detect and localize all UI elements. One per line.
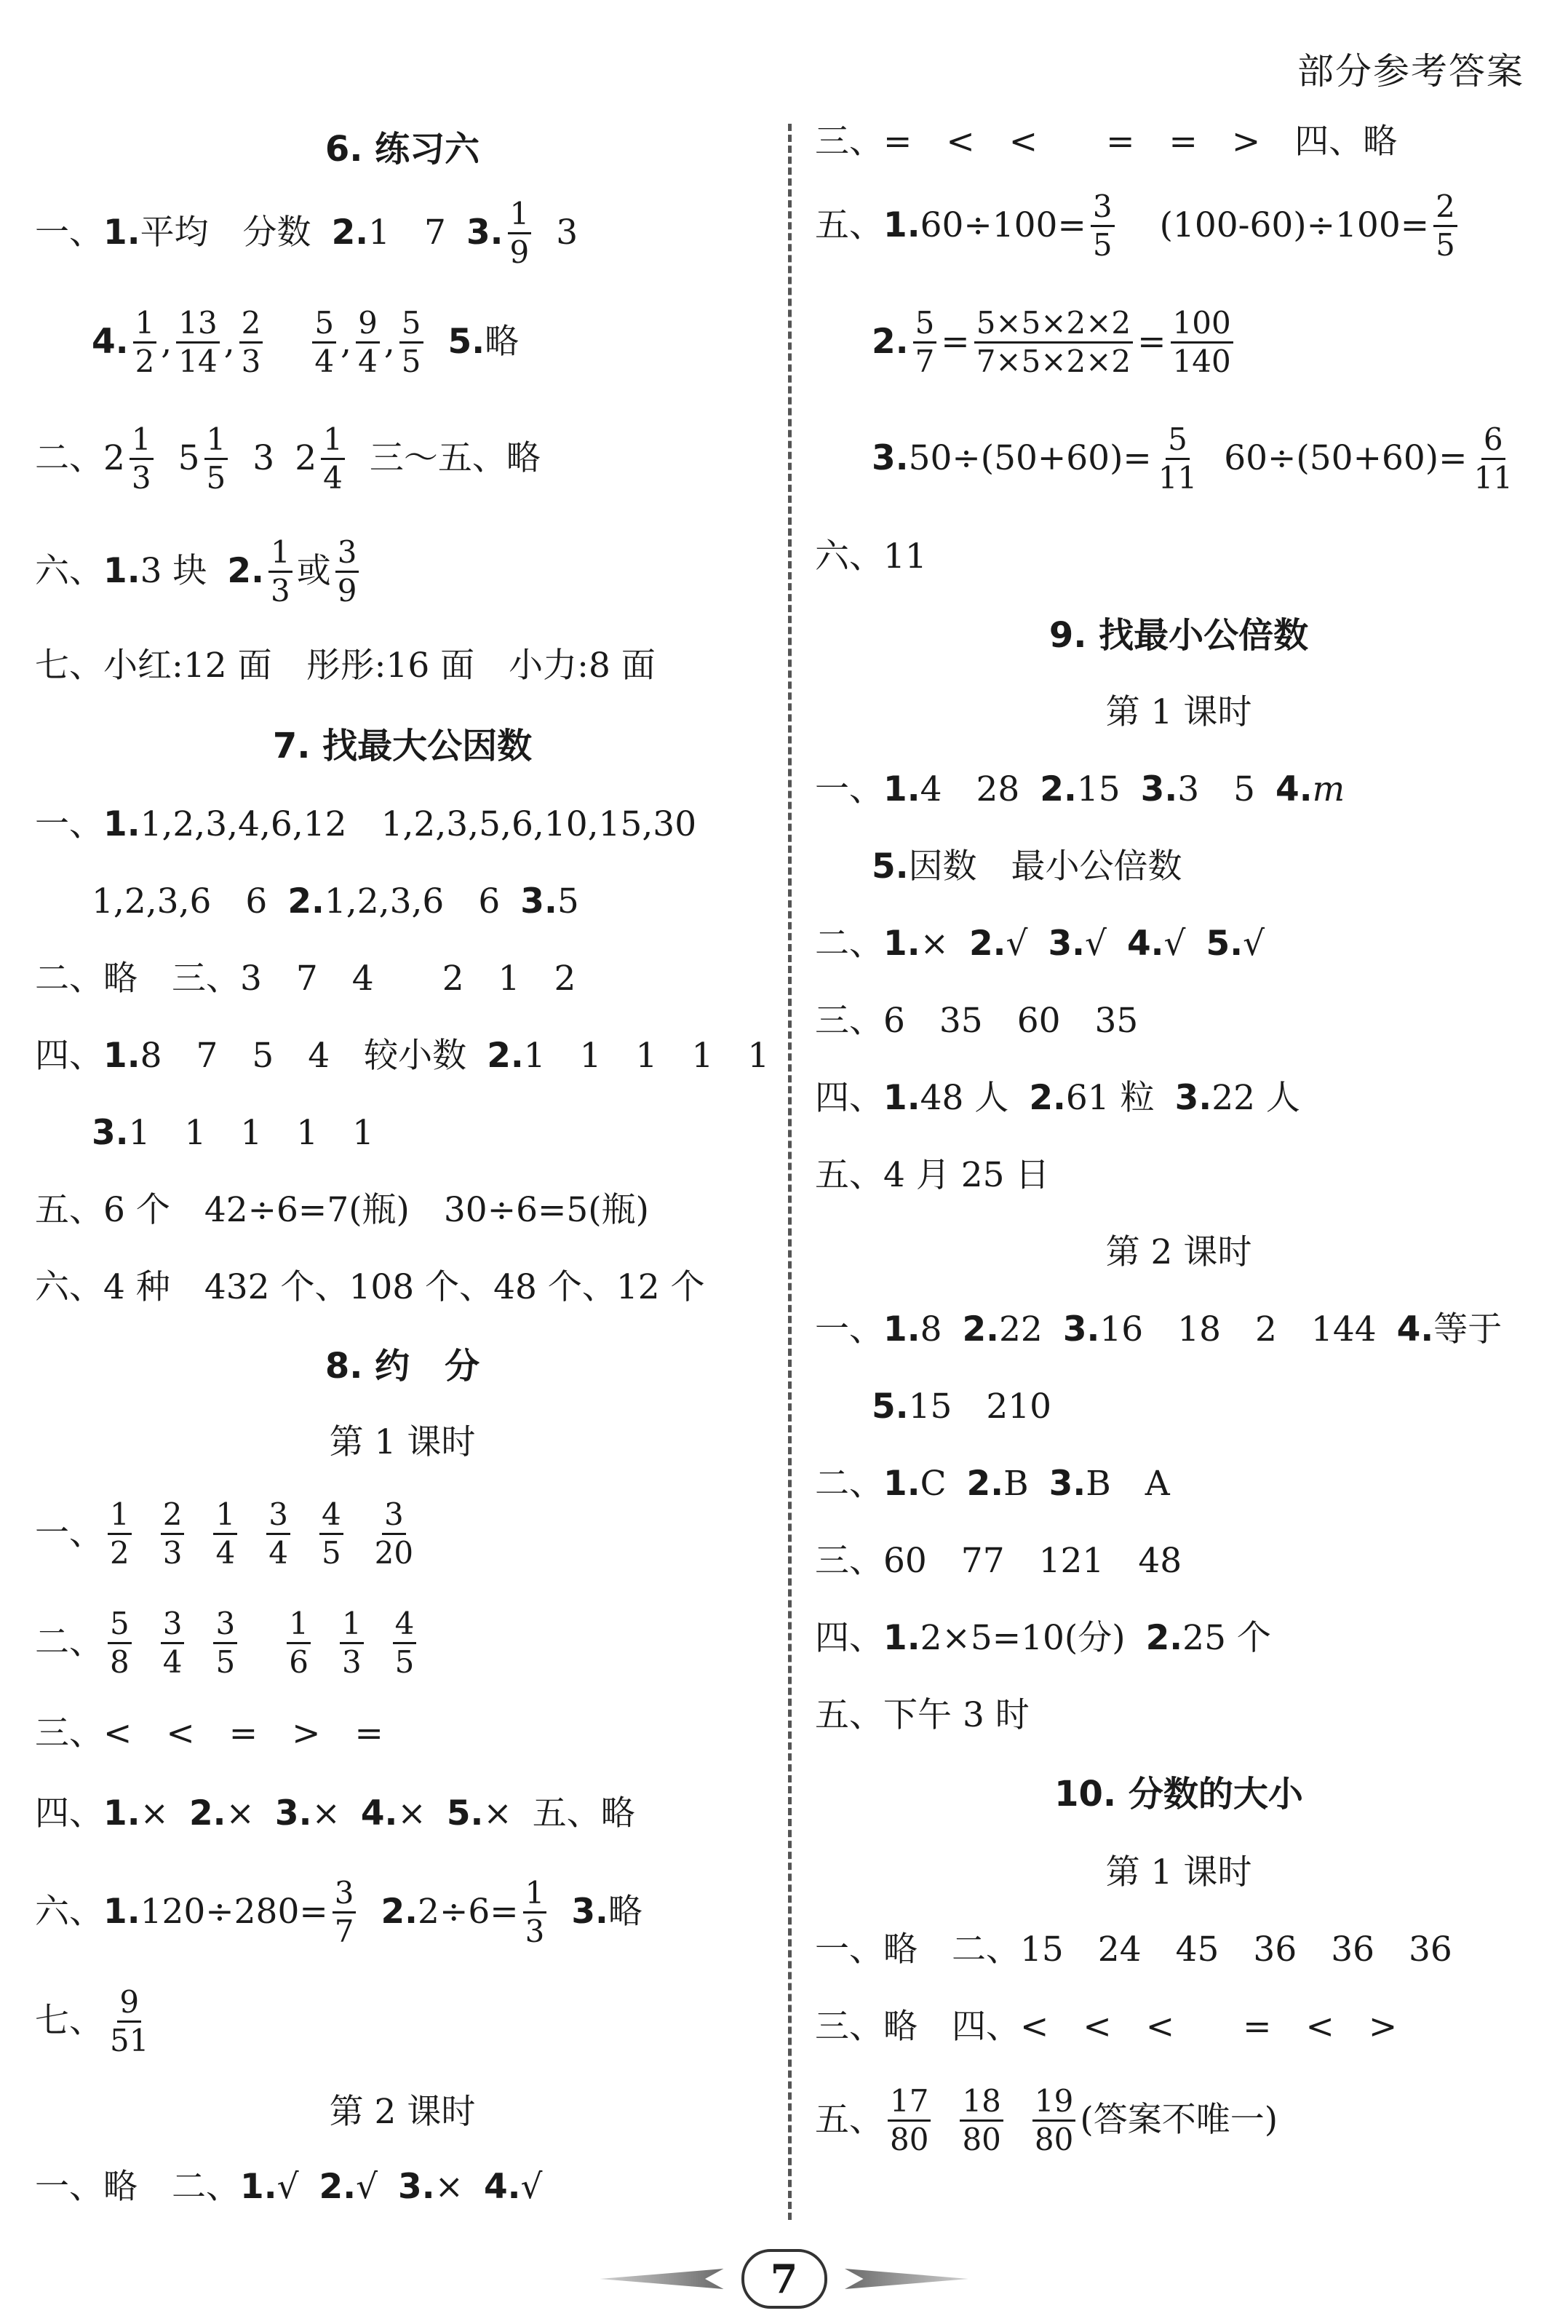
answer-text: 五、 — [815, 2100, 883, 2141]
fraction: $\frac{3}{7}$ — [333, 1878, 357, 1947]
fraction: $\frac{18}{80}$ — [960, 2086, 1003, 2155]
item-number: 5. — [872, 846, 909, 887]
item-number: 3. — [872, 438, 909, 479]
answer-text: 七、 — [35, 2001, 103, 2042]
answer-text: √ — [520, 2167, 543, 2208]
answer-text: 3 5 — [1177, 769, 1256, 810]
answer-text: × — [920, 924, 949, 964]
answer-line — [35, 1018, 770, 1095]
fraction: $\frac{1}{9}$ — [508, 199, 532, 268]
section-title: 10. 分数的大小 — [1054, 1773, 1303, 1815]
fraction: $\frac{4}{5}$ — [393, 1609, 417, 1678]
item-number: 3. — [274, 1793, 312, 1834]
answer-text: C — [920, 1464, 947, 1504]
fraction: $\frac{3}{9}$ — [335, 537, 359, 606]
answer-text: 60÷100= — [920, 205, 1086, 246]
item-number: 4. — [360, 1793, 398, 1834]
answer-text: × — [226, 1793, 255, 1834]
item-number: 5. — [446, 1793, 484, 1834]
item-number: 2. — [968, 924, 1006, 964]
answer-text: × — [397, 1793, 426, 1834]
answer-text: 50÷(50+60)= — [908, 438, 1152, 479]
answer-text: √ — [1085, 924, 1107, 964]
item-number: 1. — [883, 1464, 920, 1504]
answer-line: 二、略 三、3 7 4 2 1 2 — [35, 959, 576, 999]
answer-text: 二、 — [35, 438, 103, 479]
answer-text: 2×5=10(分) — [920, 1618, 1126, 1659]
answer-line: 七、小红:12 面 彤彤:16 面 小力:8 面 — [35, 646, 656, 686]
answer-text: 四、 — [35, 1036, 103, 1076]
item-number: 3. — [1174, 1078, 1212, 1119]
item-number: 5. — [872, 1387, 909, 1427]
column-divider — [788, 124, 792, 2220]
lesson-subtitle: 第 2 课时 — [1105, 1232, 1252, 1273]
answer-line: 六、4 种 432 个、108 个、48 个、12 个 — [35, 1267, 705, 1308]
fraction: $\frac{13}{14}$ — [176, 308, 219, 377]
item-number: 1. — [883, 1618, 920, 1659]
answer-text: 二、 — [815, 1464, 883, 1504]
item-number: 2. — [188, 1793, 226, 1834]
whole-number: 2 — [103, 438, 125, 479]
item-number: 1. — [103, 551, 140, 592]
answer-line — [35, 1479, 770, 1588]
answer-text: 1,2,3,6 6 — [324, 881, 501, 922]
answer-line — [35, 182, 770, 284]
item-number: 1. — [883, 1309, 920, 1350]
answer-text: 3 — [556, 213, 578, 253]
fraction: $\frac{5}{8}$ — [108, 1609, 132, 1678]
answer-line — [35, 400, 770, 517]
answer-text: √ — [1163, 924, 1186, 964]
fraction: $\frac{4}{5}$ — [319, 1499, 343, 1568]
fraction: $\frac{19}{80}$ — [1032, 2086, 1075, 2155]
item-number: 3. — [1048, 924, 1086, 964]
fraction: $\frac{3}{5}$ — [213, 1609, 237, 1678]
fraction: $\frac{9}{4}$ — [356, 308, 380, 377]
item-number: 3. — [571, 1892, 608, 1932]
item-number: 2. — [227, 551, 264, 592]
lesson-subtitle: 第 1 课时 — [1105, 1852, 1252, 1893]
item-number: 3. — [398, 2167, 435, 2208]
fraction: $\frac{1}{3}$ — [268, 537, 292, 606]
answer-line — [815, 284, 1543, 400]
footer-ornament-left — [600, 2269, 724, 2289]
fraction: $\frac{1}{2}$ — [108, 1499, 132, 1568]
answer-line — [815, 751, 1543, 828]
answer-text: 5 — [557, 881, 579, 922]
answer-text: 平均 分数 — [140, 213, 311, 253]
fraction: $\frac{3}{4}$ — [161, 1609, 185, 1678]
answer-text: 61 粒 — [1065, 1078, 1155, 1119]
item-number: 2. — [487, 1036, 524, 1076]
answer-text: 一、 — [35, 213, 103, 253]
answer-text: 1 1 1 1 1 — [128, 1113, 375, 1154]
item-number: 1. — [883, 205, 920, 246]
answer-text: 三～五、略 — [369, 438, 541, 479]
answer-text: 一、 — [35, 1513, 103, 1554]
fraction: $\frac{2}{5}$ — [1433, 191, 1457, 261]
answer-text: 因数 最小公倍数 — [908, 846, 1182, 887]
item-number: 1. — [103, 213, 140, 253]
fraction: $\frac{5}{4}$ — [312, 308, 336, 377]
item-number: 2. — [319, 2167, 357, 2208]
page-header: 部分参考答案 — [1297, 50, 1524, 92]
fraction: $\frac{3}{5}$ — [1091, 191, 1115, 261]
item-number: 5. — [1206, 924, 1243, 964]
answer-line — [815, 1060, 1543, 1137]
answer-line — [815, 1445, 1543, 1523]
section-title: 6. 练习六 — [325, 128, 480, 170]
answer-line — [815, 1600, 1543, 1677]
answer-text: (答案不唯一) — [1080, 2100, 1278, 2141]
answer-line: 三、< < = > = — [35, 1713, 383, 1754]
answer-text: × — [434, 2167, 463, 2208]
answer-line — [35, 786, 770, 863]
answer-text: √ — [1006, 924, 1028, 964]
item-number: 4. — [1396, 1309, 1434, 1350]
fraction: $\frac{1}{2}$ — [133, 308, 157, 377]
answer-line — [35, 863, 770, 940]
answer-line — [35, 517, 770, 626]
left-column — [35, 116, 770, 2226]
fraction: $\frac{6}{11}$ — [1473, 421, 1513, 496]
answer-text: 略 — [485, 322, 520, 362]
fraction: $\frac{1}{4}$ — [321, 424, 345, 493]
item-number: 2. — [1040, 769, 1077, 810]
fraction: $\frac{5\times 5\times 2\times 2}{7\times 5\times 2\times 2}$ — [974, 308, 1133, 377]
answer-line: 三、= < < = = > 四、略 — [815, 122, 1398, 162]
answer-line — [35, 2149, 770, 2226]
answer-text: × — [311, 1793, 341, 1834]
answer-line: 五、4 月 25 日 — [815, 1155, 1050, 1196]
right-column — [815, 116, 1543, 2175]
fraction: $\frac{1}{3}$ — [130, 424, 154, 493]
answer-text: × — [140, 1793, 169, 1834]
answer-text: 25 个 — [1182, 1618, 1271, 1659]
answer-text: 或 — [296, 551, 331, 592]
answer-text: 一、 — [815, 1309, 883, 1350]
answer-text: 3 块 — [140, 551, 207, 592]
fraction: $\frac{2}{3}$ — [239, 308, 263, 377]
answer-text: 22 — [999, 1309, 1043, 1350]
item-number: 2. — [1145, 1618, 1183, 1659]
answer-text: 48 人 — [920, 1078, 1009, 1119]
answer-line — [815, 2066, 1543, 2175]
answer-text: 四、 — [815, 1618, 883, 1659]
answer-text: 1 1 1 1 1 — [523, 1036, 770, 1076]
answer-line — [35, 1095, 770, 1172]
answer-text: B — [1003, 1464, 1029, 1504]
item-number: 4. — [483, 2167, 521, 2208]
answer-text: = — [1137, 322, 1166, 362]
answer-text: 1,2,3,6 6 — [92, 881, 268, 922]
item-number: 1. — [883, 769, 920, 810]
item-number: 3. — [1062, 1309, 1100, 1350]
item-number: 2. — [1029, 1078, 1066, 1119]
answer-text: 四、 — [35, 1793, 103, 1834]
lesson-subtitle: 第 1 课时 — [1105, 692, 1252, 733]
answer-text: 8 7 5 4 较小数 — [140, 1036, 467, 1076]
answer-line: 六、11 — [815, 536, 927, 577]
answer-text: 一、 — [35, 804, 103, 845]
item-number: 3. — [1048, 1464, 1086, 1504]
answer-line — [815, 828, 1543, 905]
lesson-subtitle: 第 1 课时 — [329, 1422, 476, 1463]
answer-text: 15 210 — [908, 1387, 1052, 1427]
answer-line — [35, 1588, 770, 1697]
fraction: $\frac{1}{3}$ — [523, 1878, 547, 1947]
answer-text: 略 — [608, 1892, 642, 1932]
answer-line: 三、略 四、< < < = < > — [815, 2007, 1398, 2047]
whole-number: 2 — [295, 438, 317, 479]
item-number: 1. — [240, 2167, 277, 2208]
answer-text: √ — [1243, 924, 1265, 964]
item-number: 1. — [103, 1036, 140, 1076]
answer-line: 三、6 35 60 35 — [815, 1001, 1139, 1042]
item-number: 2. — [331, 213, 369, 253]
page-number: 7 — [741, 2249, 827, 2309]
item-number: 1. — [103, 1892, 140, 1932]
answer-text: 22 人 — [1211, 1078, 1300, 1119]
answer-text: 8 — [920, 1309, 942, 1350]
item-number: 4. — [1126, 924, 1164, 964]
answer-text: 一、略 二、 — [35, 2167, 240, 2208]
item-number: 1. — [883, 1078, 920, 1119]
answer-text: √ — [276, 2167, 299, 2208]
fraction: $\frac{3}{20}$ — [374, 1496, 414, 1571]
answer-text: √ — [356, 2167, 378, 2208]
item-number: 2. — [962, 1309, 1000, 1350]
answer-line — [815, 400, 1543, 517]
fraction: $\frac{1}{3}$ — [340, 1609, 364, 1678]
answer-line: 4. $\frac{1}{2}$ , $\frac{13}{14}$ , $\frac{2}{3}$ $\frac{5}{4}$ , $\frac{9}{4}$ , $\frac{5}{5}$ 5. 略 — [92, 304, 520, 379]
section-title: 9. 找最小公倍数 — [1048, 614, 1309, 656]
fraction: $\frac{100}{140}$ — [1171, 308, 1233, 377]
fraction: $\frac{1}{6}$ — [287, 1609, 311, 1678]
fraction: $\frac{1}{5}$ — [204, 424, 228, 493]
fraction: $\frac{5}{7}$ — [913, 308, 937, 377]
answer-text: 二、 — [35, 1622, 103, 1663]
answer-text: (100-60)÷100= — [1159, 205, 1430, 246]
answer-text: 60÷(50+60)= — [1224, 438, 1468, 479]
answer-text: 五、略 — [532, 1793, 635, 1834]
answer-line — [815, 1291, 1543, 1368]
answer-line: 一、略 二、15 24 45 36 36 36 — [815, 1930, 1452, 1970]
fraction: $\frac{2}{3}$ — [161, 1499, 185, 1568]
item-number: 2. — [872, 322, 909, 362]
answer-line: 五、下午 3 时 — [815, 1695, 1030, 1736]
answer-text: 二、 — [815, 924, 883, 964]
item-number: 2. — [287, 881, 325, 922]
answer-text: 四、 — [815, 1078, 883, 1119]
footer-ornament-right — [845, 2269, 968, 2289]
answer-text: 六、 — [35, 551, 103, 592]
item-number: 3. — [1140, 769, 1178, 810]
answer-text: B A — [1086, 1464, 1170, 1504]
answer-text: 16 18 2 144 — [1099, 1309, 1377, 1350]
item-number: 1. — [883, 924, 920, 964]
answer-text: × — [483, 1793, 512, 1834]
item-number: 4. — [92, 322, 129, 362]
answer-line: 三、60 77 121 48 — [815, 1541, 1182, 1582]
item-number: 3. — [466, 213, 504, 253]
answer-line — [35, 1857, 770, 1967]
item-number: 5. — [447, 322, 485, 362]
fraction: $\frac{5}{11}$ — [1158, 421, 1198, 496]
fraction: $\frac{3}{4}$ — [266, 1499, 290, 1568]
answer-text: 六、 — [35, 1892, 103, 1932]
answer-text: 4 28 — [920, 769, 1020, 810]
answer-line — [815, 1368, 1543, 1445]
item-number: 2. — [381, 1892, 418, 1932]
answer-line — [815, 905, 1543, 983]
fraction: $\frac{9}{51}$ — [110, 1983, 149, 2058]
section-title: 8. 约 分 — [325, 1345, 480, 1387]
item-number: 1. — [103, 1793, 140, 1834]
whole-number: 5 — [178, 438, 200, 479]
answer-text: 五、 — [815, 205, 883, 246]
item-number: 2. — [966, 1464, 1004, 1504]
page-footer — [0, 2249, 1568, 2309]
answer-text: 15 — [1076, 769, 1121, 810]
answer-text: 等于 — [1433, 1309, 1503, 1350]
answer-line — [815, 167, 1543, 284]
answer-text: 1 7 — [368, 213, 446, 253]
answer-text: 120÷280= — [140, 1892, 328, 1932]
answer-text: = — [941, 322, 970, 362]
answer-text: 1,2,3,4,6,12 1,2,3,5,6,10,15,30 — [140, 804, 697, 845]
item-number: 4. — [1276, 769, 1313, 810]
answer-text: m — [1312, 769, 1345, 810]
item-number: 3. — [92, 1113, 129, 1154]
fraction: $\frac{17}{80}$ — [888, 2086, 931, 2155]
answer-line — [35, 1770, 770, 1857]
section-title: 7. 找最大公因数 — [272, 725, 533, 766]
answer-line — [35, 1967, 770, 2076]
item-number: 3. — [520, 881, 557, 922]
answer-line: 五、6 个 42÷6=7(瓶) 30÷6=5(瓶) — [35, 1190, 649, 1231]
item-number: 1. — [103, 804, 140, 845]
fraction: $\frac{1}{4}$ — [213, 1499, 237, 1568]
fraction: $\frac{5}{5}$ — [399, 308, 423, 377]
answer-text: 一、 — [815, 769, 883, 810]
lesson-subtitle: 第 2 课时 — [329, 2092, 476, 2133]
answer-text: 3 — [252, 438, 275, 479]
answer-text: 2÷6= — [418, 1892, 519, 1932]
